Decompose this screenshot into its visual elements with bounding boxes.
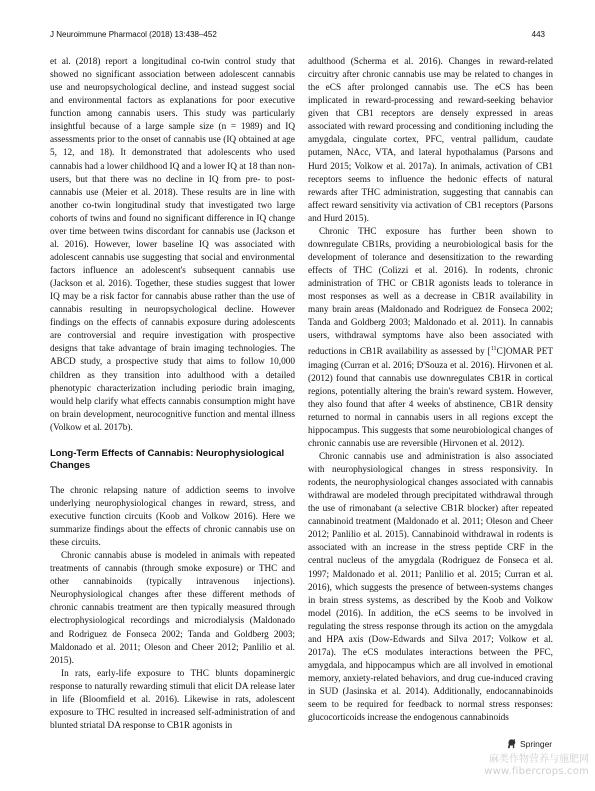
paragraph: Chronic cannabis use and administration is also associated with neurophysiological changes in stress responsivity. In rodents, the neurophysiological changes associated with cannabis withdrawal are modeled through precipitated withdrawal through the use of rimonabant (a selective CB1R blocker) after repeated cannabinoid treatment (Maldonado et al. 2011; Oleson and Cheer 2012; Panlilio et al. 2015). Cannabinoid withdrawal in rodents is associated with an increase in the stress peptide CRF in the central nucleus of the amygdala (Rodriguez de Fonseca et al. 1997; Maldonado et al. 2011; Panlilio et al. 2015; Curran et al. 2016), which suggests the presence of between-systems changes in brain stress systems, as described by the Koob and Volkow model (2016). In addition, the eCS seems to be involved in regulating the stress response through its action on the amygdala and HPA axis (Dow-Edwards and Silva 2017; Volkow et al. 2017a). The eCS modulates interactions between the PFC, amygdala, and hippocampus which are all involved in emotional memory, anxiety-related behaviors, and drug cue-induced craving in SUD (Jasinska et al. 2014). Additionally, endocannabinoids seem to be required for feedback to normal stress responses: glucocorticoids increase the endogenous cannabinoids — [308, 451, 553, 724]
paragraph: adulthood (Scherma et al. 2016). Changes in reward-related circuitry after chronic cannabis use may be related to changes in the eCS after prolonged cannabis use. The eCS has been implicated in reward-processing and reward-seeking behavior given that CB1 receptors are densely expressed in areas associated with reward processing and conditioning including the amygdala, cingulate cortex, PFC, ventral pallidum, caudate putamen, NAcc, VTA, and lateral hypothalamus (Parsons and Hurd 2015; Volkow et al. 2017a). In animals, activation of CB1 receptors seems to influence the hedonic effects of natural rewards after THC administration, suggesting that cannabis can affect reward sensitivity via activation of CB1 receptors (Parsons and Hurd 2015). — [308, 57, 553, 224]
right-column — [308, 56, 553, 725]
paragraph-text: Chronic THC exposure has further been shown to downregulate CB1Rs, providing a neurobiological basis for the development of tolerance and desensitization to the rewarding effects of THC (Colizzi et al. 2016). In rodents, chronic administration of THC or CB1R agonists leads to tolerance in most responses as well as a decrease in CB1R availability in many brain areas (Maldonado and Rodriguez de Fonseca 2002; Tanda and Goldberg 2003; Maldonado et al. 2011). In cannabis users, withdrawal symptoms have also been associated with reductions in CB1R availability as assessed by [ — [308, 226, 553, 358]
paragraph — [308, 226, 553, 451]
paragraph: In rats, early-life exposure to THC blunts dopaminergic response to naturally rewarding stimuli that elicit DA release later in life (Bloomfield et al. 2016). Likewise in rats, adolescent exposure to THC resulted in increased self-administration of and blunted striatal DA response to CB1R agonists in — [50, 668, 295, 731]
paragraph: The chronic relapsing nature of addiction seems to involve underlying neurophysiological changes in reward, stress, and executive function circuits (Koob and Volkow 2016). Here we summarize findings about the effects of chronic cannabis use on these circuits. — [50, 485, 295, 549]
publisher-logo — [506, 738, 552, 749]
left-column — [50, 56, 295, 733]
site-watermark — [484, 754, 589, 778]
page-number: 443 — [531, 30, 545, 39]
section-heading: Long-Term Effects of Cannabis: Neurophysiological Changes — [50, 447, 285, 472]
paragraph-text: C]OMAR PET imaging (Curran et al. 2016; D'Souza et al. 2016). Hirvonen et al. (2012) found that cannabis use downregulates CB1R in cortical regions, potentially altering the brain's reward system. However, they also found that after 4 weeks of abstinence, CB1R density returned to normal in cannabis users in all regions except the hippocampus. This suggests that some neurobiological changes of chronic cannabis use are reversible (Hirvonen et al. 2012). — [308, 347, 554, 449]
publisher-name: Springer — [520, 738, 553, 749]
running-header — [50, 30, 545, 39]
superscript-isotope: 11 — [490, 346, 497, 353]
journal-citation: J Neuroimmune Pharmacol (2018) 13:438–452 — [50, 30, 217, 39]
paragraph: et al. (2018) report a longitudinal co-twin control study that showed no significant association between adolescent cannabis use and neuropsychological decline, and instead suggest social and environmental factors as explanations for poor executive function among cannabis users. This study was particularly insightful because of a large sample size (n = 1989) and IQ assessments prior to the onset of cannabis use (IQ obtained at age 5, 12, and 18). It demonstrated that adolescents who used cannabis had a lower childhood IQ and a lower IQ at 18 than non-users, but that there was no decline in IQ from pre- to post-cannabis use (Meier et al. 2018). These results are in line with another co-twin longitudinal study that investigated two large cohorts of twins and found no significant difference in IQ change over time between twins discordant for cannabis use (Jackson et al. 2016). However, lower baseline IQ was associated with adolescent cannabis use suggesting that social and environmental factors influence an adolescent's subsequent cannabis use (Jackson et al. 2016). Together, these studies suggest that lower IQ may be a risk factor for cannabis abuse rather than the use of cannabis resulting in neuropsychological decline. However findings on the effects of cannabis exposure during adolescents are controversial and require investigation with prospective designs that take advantage of brain imaging technologies. The ABCD study, a prospective study that aims to follow 10,000 children as they transition into adulthood with a detailed phenotypic characterization including periodic brain imaging, would help clarify what effects cannabis consumption might have on brain development, neurocognitive function and mental illness (Volkow et al. 2017b). — [50, 57, 295, 433]
paragraph: Chronic cannabis abuse is modeled in animals with repeated treatments of cannabis (through smoke exposure) or THC and other cannabinoids (typically intravenous injections). Neurophysiological changes after these different methods of chronic cannabis treatment are then typically measured through electrophysiological recordings and microdialysis (Maldonado and Rodriguez de Fonseca 2002; Tanda and Goldberg 2003; Maldonado et al. 2011; Oleson and Cheer 2012; Panlilio et al. 2015). — [50, 551, 295, 666]
watermark-title: 麻类作物营养与施肥网 — [489, 754, 589, 765]
watermark-url: www.fibercrops.com — [484, 766, 589, 777]
springer-horse-icon — [506, 738, 517, 749]
